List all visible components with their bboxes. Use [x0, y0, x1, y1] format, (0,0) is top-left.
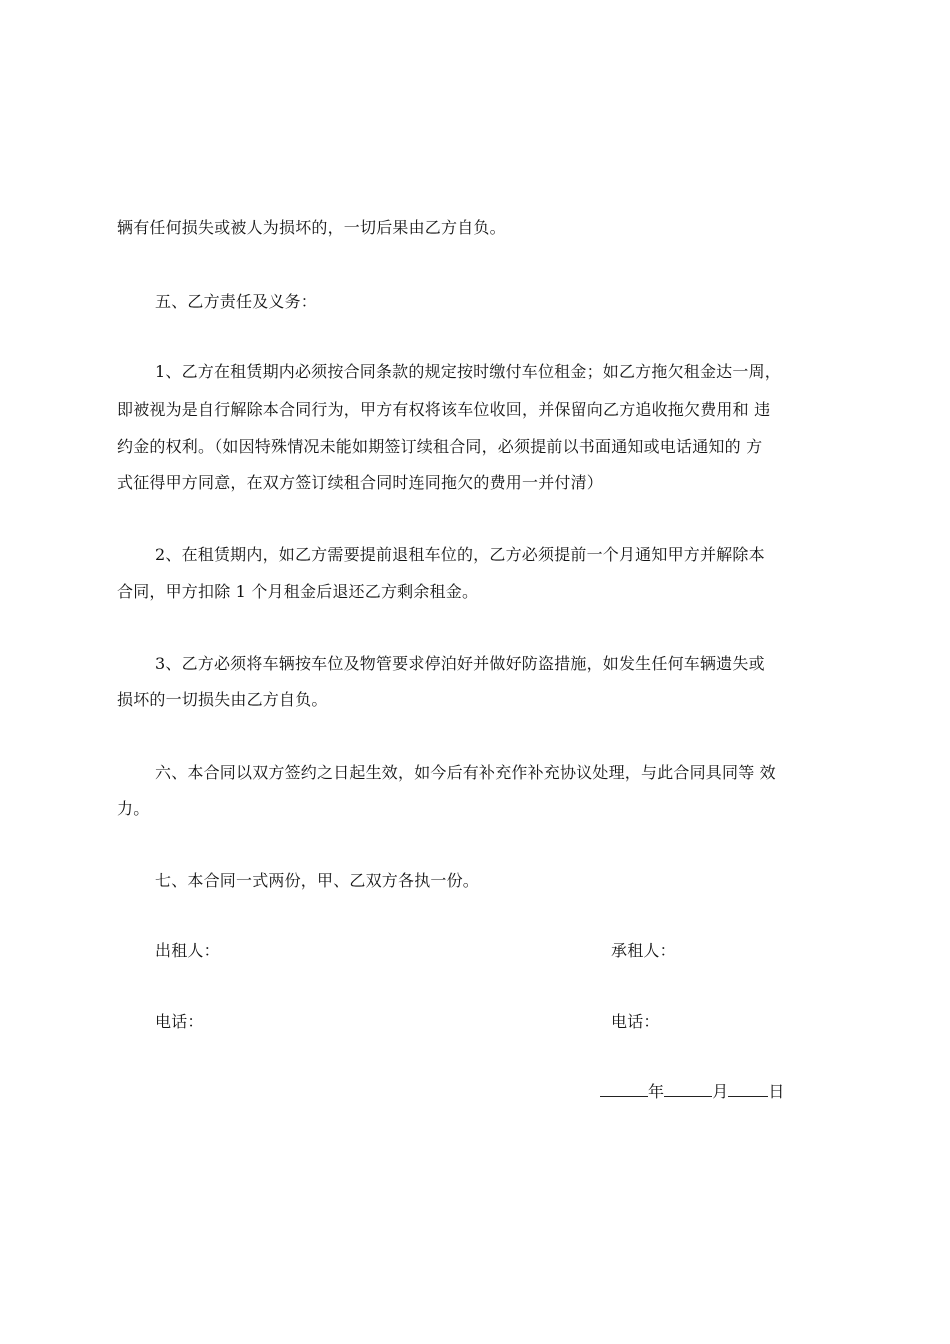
paragraph-line: 合同，甲方扣除 1 个月租金后退还乙方剩余租金。 — [117, 582, 479, 601]
day-blank — [728, 1082, 768, 1097]
paragraph-line: 约金的权利。（如因特殊情况未能如期签订续租合同，必须提前以书面通知或电话通知的 方 — [117, 437, 763, 456]
paragraph-line: 1、乙方在租赁期内必须按合同条款的规定按时缴付车位租金；如乙方拖欠租金达一周， — [155, 362, 781, 381]
paragraph-line: 七、本合同一式两份，甲、乙双方各执一份。 — [155, 871, 480, 890]
paragraph-line: 辆有任何损失或被人为损坏的，一切后果由乙方自负。 — [117, 218, 506, 237]
paragraph-line: 3、乙方必须将车辆按车位及物管要求停泊好并做好防盗措施，如发生任何车辆遗失或 — [155, 654, 765, 673]
date-line — [600, 1082, 785, 1102]
day-label: 日 — [768, 1082, 785, 1101]
lessee-phone-label: 电话： — [611, 1012, 660, 1031]
month-blank — [664, 1082, 712, 1097]
section-heading: 五、乙方责任及义务： — [155, 292, 318, 311]
paragraph-line: 即被视为是自行解除本合同行为，甲方有权将该车位收回，并保留向乙方追收拖欠费用和 违 — [117, 400, 771, 419]
paragraph-line: 损坏的一切损失由乙方自负。 — [117, 690, 328, 709]
paragraph-line: 六、本合同以双方签约之日起生效，如今后有补充作补充协议处理，与此合同具同等 效 — [155, 763, 776, 782]
lessee-label: 承租人： — [611, 941, 676, 960]
paragraph-line: 2、在租赁期内，如乙方需要提前退租车位的，乙方必须提前一个月通知甲方并解除本 — [155, 545, 765, 564]
year-blank — [600, 1082, 648, 1097]
paragraph-line: 式征得甲方同意，在双方签订续租合同时连同拖欠的费用一并付清） — [117, 473, 604, 492]
month-label: 月 — [712, 1082, 729, 1101]
lessor-label: 出租人： — [155, 941, 220, 960]
lessor-phone-label: 电话： — [155, 1012, 204, 1031]
year-label: 年 — [648, 1082, 665, 1101]
paragraph-line: 力。 — [117, 799, 150, 818]
